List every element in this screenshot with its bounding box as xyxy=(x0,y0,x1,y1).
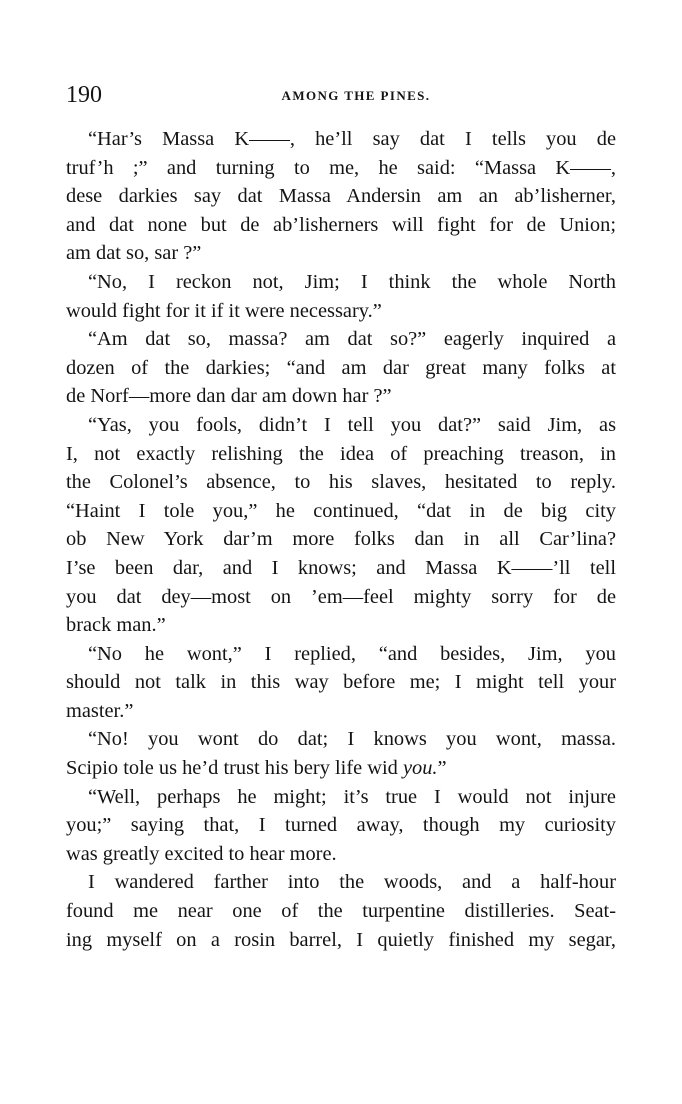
text-line: should not talk in this way before me; I might tell your xyxy=(66,671,616,694)
text-line: truf’h ;” and turning to me, he said: “Massa K——, xyxy=(66,156,616,179)
text-line: you dat dey—most on ’em—feel mighty sorry for de xyxy=(66,585,616,608)
text-line xyxy=(66,754,616,783)
text-line: dese darkies say dat Massa Andersin am an ab’lisherner, xyxy=(66,185,616,208)
text-line: I, not exactly relishing the idea of preaching treason, in xyxy=(66,442,616,465)
text-line: “Har’s Massa K——, he’ll say dat I tells you de xyxy=(88,128,616,150)
text-line: ing myself on a rosin barrel, I quietly finished my segar, xyxy=(66,928,616,951)
text-line: brack man.” xyxy=(66,614,166,637)
text-segment: Scipio tole us he’d trust his bery life wid xyxy=(66,757,403,780)
text-line: I wandered farther into the woods, and a half-hour xyxy=(88,871,616,894)
text-line: ob New York dar’m more folks dan in all Car’lina? xyxy=(66,528,616,551)
text-line: “Am dat so, massa? am dat so?” eagerly inquired a xyxy=(88,328,616,351)
text-line: “No! you wont do dat; I knows you wont, massa. xyxy=(88,728,616,751)
text-line: dozen of the darkies; “and am dar great many folks at xyxy=(66,356,616,379)
text-line: “Yas, you fools, didn’t I tell you dat?” said Jim, as xyxy=(88,413,616,436)
text-line: was greatly excited to hear more. xyxy=(66,842,337,865)
text-line: “No, I reckon not, Jim; I think the whole North xyxy=(88,270,616,293)
body-text xyxy=(66,125,616,954)
text-line: master.” xyxy=(66,699,134,722)
text-line: am dat so, sar ?” xyxy=(66,242,202,265)
text-line: the Colonel’s absence, to his slaves, hesitated to reply. xyxy=(66,471,616,494)
text-line: “Well, perhaps he might; it’s true I would not injure xyxy=(88,785,616,808)
text-line: and dat none but de ab’lisherners will fight for de Union; xyxy=(66,213,616,236)
page-number: 190 xyxy=(66,82,102,108)
text-line: found me near one of the turpentine distilleries. Seat- xyxy=(66,900,616,923)
page-header xyxy=(66,80,616,110)
text-line: “Haint I tole you,” he continued, “dat in de big city xyxy=(66,499,616,522)
closing-quote: ” xyxy=(437,757,447,780)
text-line: I’se been dar, and I knows; and Massa K——’ll tell xyxy=(66,556,616,579)
text-line: de Norf—more dan dar am down har ?” xyxy=(66,385,392,408)
running-title: AMONG THE PINES. xyxy=(281,88,431,103)
text-line: you;” saying that, I turned away, though my curiosity xyxy=(66,814,616,837)
italic-word: you. xyxy=(402,757,438,780)
text-line: “No he wont,” I replied, “and besides, Jim, you xyxy=(88,642,616,665)
text-line: would fight for it if it were necessary.” xyxy=(66,299,382,322)
